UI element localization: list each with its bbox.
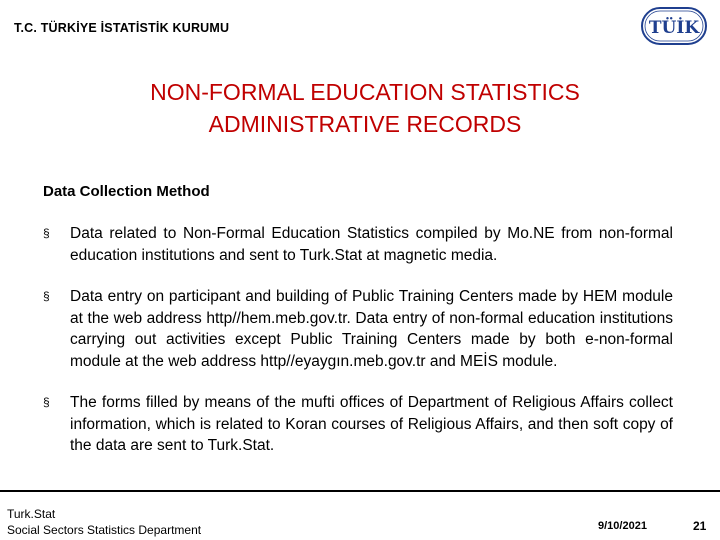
section-heading: Data Collection Method [43,183,210,200]
title-line-2: ADMINISTRATIVE RECORDS [208,111,522,137]
footer-divider [0,490,720,492]
bullet-item [43,286,673,372]
bullet-item [43,223,673,266]
footer-org-line-1: Turk.Stat [7,507,56,521]
footer-org-line-2: Social Sectors Statistics Department [7,523,202,537]
bullet-text: Data entry on participant and building of Public Training Centers made by HEM module at the web address http//hem.meb.gov.tr. Data entry of non-formal education institutions carrying out activities except Public Training Centers made by both e-non-formal module at the web address http//eyaygın.meb.gov.tr and MEİS module. [70,288,673,370]
slide-title [40,76,690,140]
bullet-text: The forms filled by means of the mufti offices of Department of Religious Affairs collect information, which is related to Koran courses of Religious Affairs, and then soft copy of the data are sent to Turk.Stat. [70,394,673,454]
footer-organization [7,506,201,538]
bullet-marker: § [43,395,50,409]
bullet-item [43,392,673,457]
footer-date: 9/10/2021 [598,520,647,532]
bullet-marker: § [43,289,50,303]
page-number: 21 [693,519,707,533]
bullet-marker: § [43,226,50,240]
tuik-logo [640,6,708,46]
bullet-list [43,223,673,477]
organization-name: T.C. TÜRKİYE İSTATİSTİK KURUMU [14,21,230,35]
title-line-1: NON-FORMAL EDUCATION STATISTICS [150,79,580,105]
bullet-text: Data related to Non-Formal Education Statistics compiled by Mo.NE from non-formal education institutions and sent to Turk.Stat at magnetic media. [70,225,673,264]
logo-text: TÜİK [648,18,700,38]
